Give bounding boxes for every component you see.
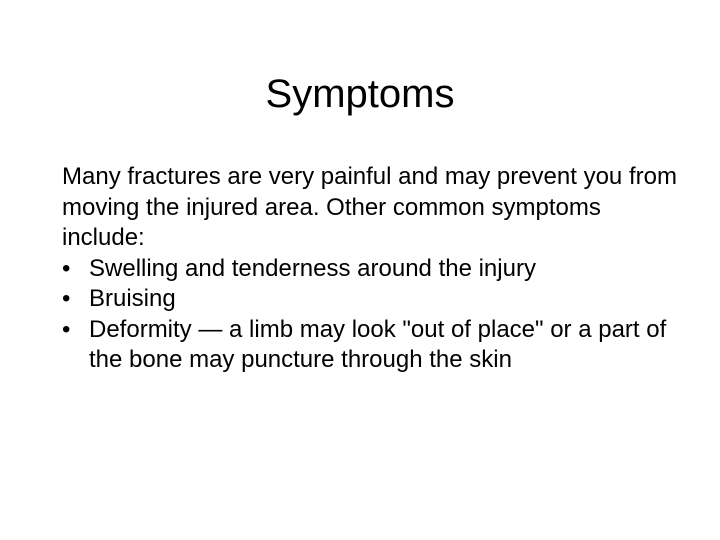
intro-paragraph: Many fractures are very painful and may prevent you from moving the injured area. Other common symptoms include: xyxy=(62,163,677,251)
symptom-item-deformity xyxy=(62,315,682,376)
bullet-icon: • xyxy=(62,285,71,312)
bullet-icon: • xyxy=(62,315,71,343)
symptom-text: Swelling and tenderness around the injury xyxy=(89,254,536,282)
symptom-item-swelling xyxy=(62,254,682,285)
symptom-list xyxy=(62,254,682,376)
symptom-item-bruising xyxy=(62,284,682,315)
slide-title: Symptoms xyxy=(265,72,455,116)
symptom-text: Deformity — a limb may look "out of place" or a part of the bone may puncture through the skin xyxy=(89,315,667,373)
bullet-icon: • xyxy=(62,254,71,282)
symptom-text: Bruising xyxy=(89,285,176,312)
slide-body xyxy=(62,162,682,376)
